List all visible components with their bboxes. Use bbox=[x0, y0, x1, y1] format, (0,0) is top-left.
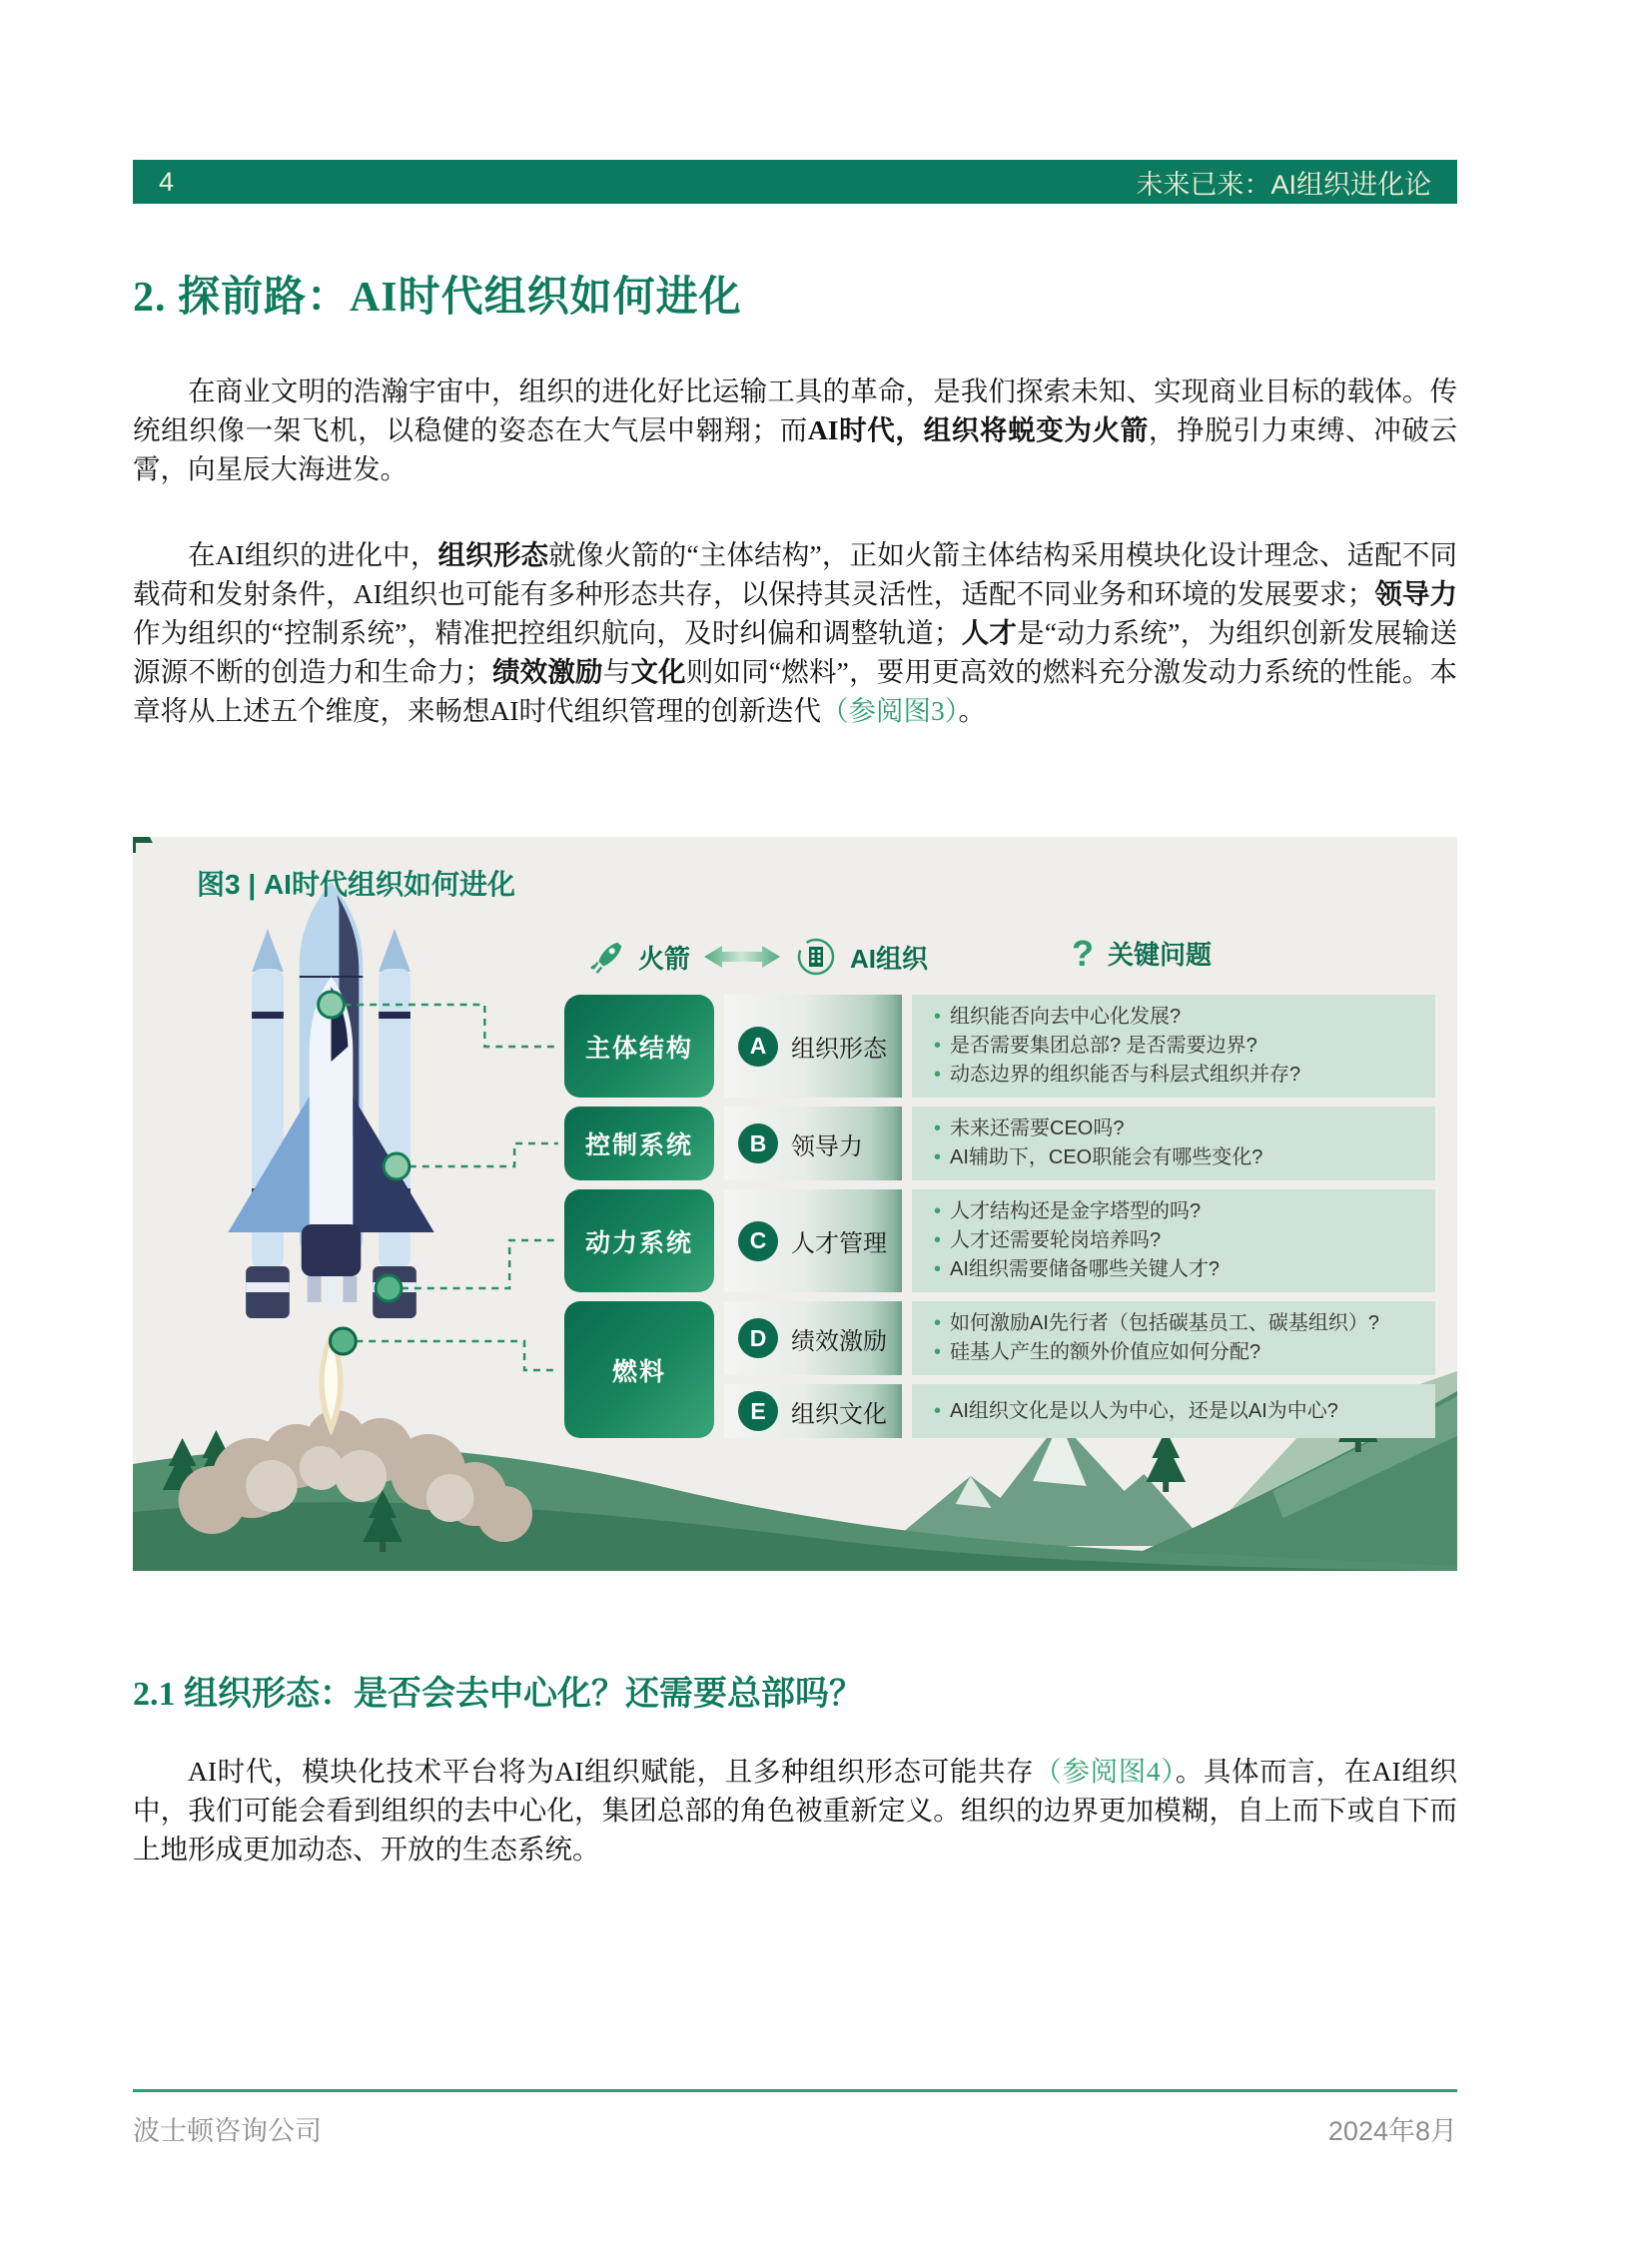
figure4-reference-link[interactable]: （参阅图4） bbox=[1034, 1756, 1176, 1787]
org-dimension-a: A 组织形态 bbox=[724, 995, 902, 1098]
legend-rocket-label: 火箭 bbox=[638, 943, 691, 974]
paragraph-3 bbox=[133, 1752, 1457, 1868]
footer-company: 波士顿咨询公司 bbox=[133, 2116, 322, 2146]
subsection-heading: 2.1 组织形态：是否会去中心化？还需要总部吗？ bbox=[133, 1676, 863, 1713]
questions-panel-d bbox=[912, 1301, 1435, 1375]
text-run: 。 bbox=[958, 695, 987, 726]
emphasis-run: 文化 bbox=[630, 656, 686, 687]
text-run: 就像火箭的“主体结构”，正如火箭主体结构采用模块化设计理念、适配不同载荷和发射条件，AI组织也可能有多种形态共存，以保持其灵活性，适配不同业务和环境的发展要求； bbox=[133, 539, 1457, 609]
report-title: 未来已来：AI组织进化论 bbox=[1136, 169, 1431, 200]
questions-panel-a bbox=[912, 995, 1435, 1098]
rocket-part-control: 控制系统 bbox=[564, 1107, 714, 1180]
emphasis-run: 人才 bbox=[961, 617, 1018, 648]
text-run: ，挣脱引力束缚、冲破云霄，向星辰大海进发。 bbox=[133, 414, 1458, 484]
paragraph-1 bbox=[133, 372, 1457, 488]
double-arrow-icon bbox=[702, 944, 782, 970]
text-run: 作为组织的“控制系统”，精准把控组织航向，及时纠偏和调整轨道； bbox=[133, 617, 962, 648]
page-header-bar bbox=[133, 160, 1457, 204]
question-item: • AI组织文化是以人为中心，还是以AI为中心? bbox=[932, 1397, 1425, 1426]
question-item: • 是否需要集团总部? 是否需要边界? bbox=[932, 1032, 1425, 1061]
org-dimension-d: D 绩效激励 bbox=[724, 1301, 902, 1375]
emphasis-run: 绩效激励 bbox=[491, 656, 603, 687]
letter-badge-e: E bbox=[738, 1391, 778, 1431]
figure-3 bbox=[133, 837, 1457, 1571]
text-run: 是“动力系统”，为组织创新发展输送源源不断的创造力和生命力； bbox=[133, 617, 1457, 687]
text-run: AI时代，模块化技术平台将为AI组织赋能，且多种组织形态可能共存 bbox=[188, 1756, 1035, 1787]
rocket-part-power: 动力系统 bbox=[564, 1189, 714, 1292]
text-run: 在AI组织的进化中， bbox=[188, 539, 438, 570]
text-run: 在商业文明的浩瀚宇宙中，组织的进化好比运输工具的革命，是我们探索未知、实现商业目标的载体。传统组织像一架飞机，以稳健的姿态在大气层中翱翔；而 bbox=[133, 375, 1457, 445]
org-dimension-b: B 领导力 bbox=[724, 1107, 902, 1180]
footer-divider bbox=[133, 2089, 1457, 2092]
text-run: 与 bbox=[602, 656, 631, 687]
letter-badge-a: A bbox=[738, 1027, 778, 1067]
emphasis-run: 组织形态 bbox=[437, 539, 549, 570]
questions-panel-e bbox=[912, 1384, 1435, 1438]
question-item: • AI辅助下，CEO职能会有哪些变化? bbox=[932, 1143, 1425, 1172]
org-dimension-c: C 人才管理 bbox=[724, 1189, 902, 1292]
questions-panel-c bbox=[912, 1189, 1435, 1292]
figure-table bbox=[564, 995, 1435, 1438]
question-item: • AI组织需要储备哪些关键人才? bbox=[932, 1255, 1425, 1284]
text-run: 则如同“燃料”，要用更高效的燃料充分激发动力系统的性能。本章将从上述五个维度，来畅想AI时代组织管理的创新迭代 bbox=[133, 656, 1458, 726]
letter-badge-b: B bbox=[738, 1123, 778, 1163]
marker-dot-fuel bbox=[331, 1328, 357, 1354]
figure-legend-left bbox=[588, 935, 928, 979]
question-item: • 人才结构还是金字塔型的吗? bbox=[932, 1197, 1425, 1226]
page-number: 4 bbox=[159, 166, 175, 197]
text-run: 。具体而言，在AI组织中，我们可能会看到组织的去中心化，集团总部的角色被重新定义。组织的边界更加模糊，自上而下或自下而上地形成更加动态、开放的生态系统。 bbox=[133, 1756, 1457, 1865]
emphasis-run: 领导力 bbox=[1374, 578, 1458, 609]
footer-date: 2024年8月 bbox=[1327, 2116, 1457, 2146]
figure3-reference-link[interactable]: （参阅图3） bbox=[821, 695, 959, 726]
question-item: • 动态边界的组织能否与科层式组织并存? bbox=[932, 1061, 1425, 1090]
paragraph-2 bbox=[133, 535, 1457, 730]
marker-dot-structure bbox=[319, 992, 345, 1018]
ai-organization-icon bbox=[794, 935, 838, 979]
figure-title: 图3 | AI时代组织如何进化 bbox=[197, 869, 515, 900]
question-item: • 未来还需要CEO吗? bbox=[932, 1115, 1425, 1143]
org-dimension-e: E 组织文化 bbox=[724, 1384, 902, 1438]
rocket-icon bbox=[588, 938, 626, 976]
question-mark-icon: ? bbox=[1072, 932, 1094, 974]
questions-panel-b bbox=[912, 1107, 1435, 1180]
legend-questions-label: 关键问题 bbox=[1108, 940, 1213, 970]
emphasis-run: AI时代，组织将蜕变为火箭 bbox=[807, 414, 1149, 445]
figure-legend-right bbox=[1072, 932, 1213, 974]
question-item: • 组织能否向去中心化发展? bbox=[932, 1003, 1425, 1032]
legend-org-label: AI组织 bbox=[850, 943, 929, 974]
section-heading: 2. 探前路：AI时代组织如何进化 bbox=[133, 275, 742, 321]
marker-dot-control bbox=[384, 1153, 410, 1179]
question-item: • 如何激励AI先行者（包括碳基员工、碳基组织）? bbox=[932, 1309, 1425, 1338]
letter-badge-c: C bbox=[738, 1221, 778, 1261]
rocket-part-structure: 主体结构 bbox=[564, 995, 714, 1098]
question-item: • 硅基人产生的额外价值应如何分配? bbox=[932, 1338, 1425, 1367]
rocket-part-fuel: 燃料 bbox=[564, 1301, 714, 1438]
marker-dot-power bbox=[376, 1275, 402, 1301]
letter-badge-d: D bbox=[738, 1318, 778, 1358]
question-item: • 人才还需要轮岗培养吗? bbox=[932, 1226, 1425, 1255]
